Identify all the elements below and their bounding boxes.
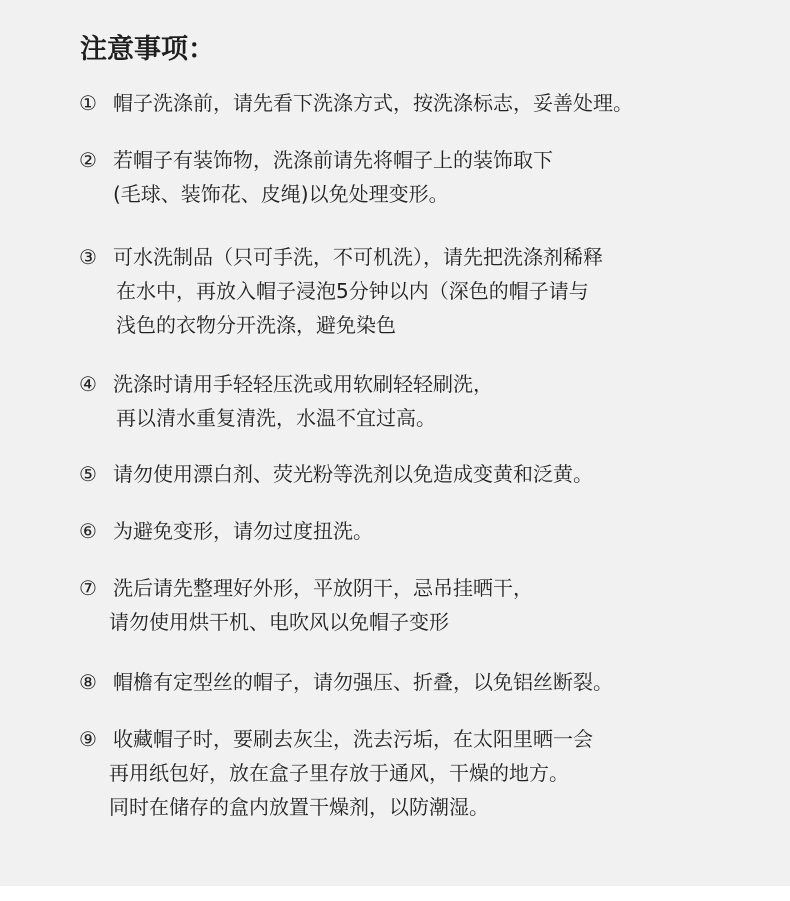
- item-text: 帽檐有定型丝的帽子，请勿强压、折叠，以免铝丝断裂。: [113, 670, 613, 694]
- item-text: 为避免变形，请勿过度扭洗。: [113, 519, 373, 543]
- item-text: 可水洗制品（只可手洗，不可机洗），请先把洗涤剂稀释: [113, 245, 603, 269]
- item-text: 洗涤时请用手轻轻压洗或用软刷轻轻刷洗，: [113, 372, 493, 396]
- list-item: [79, 143, 553, 211]
- item-text: 收藏帽子时，要刷去灰尘，洗去污垢，在太阳里晒一会: [113, 727, 593, 751]
- item-number: ②: [79, 148, 97, 172]
- item-number: ③: [79, 245, 97, 269]
- item-number: ⑦: [79, 576, 97, 600]
- list-item: [79, 665, 613, 699]
- bottom-margin: [0, 886, 790, 901]
- item-number: ⑧: [79, 670, 97, 694]
- item-text: 请勿使用烘干机、电吹风以免帽子变形: [109, 610, 449, 634]
- list-item: [79, 240, 603, 342]
- item-text: 若帽子有装饰物，洗涤前请先将帽子上的装饰取下: [113, 148, 553, 172]
- item-number: ④: [79, 372, 97, 396]
- list-item: [79, 571, 533, 639]
- item-text: (毛球、装饰花、皮绳)以免处理变形。: [113, 182, 449, 206]
- page-title: 注意事项：: [80, 34, 215, 65]
- item-number: ⑤: [79, 462, 97, 486]
- list-item: [79, 722, 593, 824]
- item-number: ⑨: [79, 727, 97, 751]
- item-text: 浅色的衣物分开洗涤，避免染色: [116, 313, 396, 337]
- list-item: [79, 514, 373, 548]
- item-text: 洗后请先整理好外形，平放阴干，忌吊挂晒干，: [113, 576, 533, 600]
- item-text: 请勿使用漂白剂、荧光粉等洗剂以免造成变黄和泛黄。: [113, 462, 593, 486]
- item-text: 同时在储存的盒内放置干燥剂，以防潮湿。: [109, 795, 489, 819]
- item-text: 在水中，再放入帽子浸泡5分钟以内（深色的帽子请与: [116, 279, 589, 303]
- list-item: [79, 86, 633, 120]
- item-number: ①: [79, 91, 97, 115]
- item-number: ⑥: [79, 519, 97, 543]
- item-text: 帽子洗涤前，请先看下洗涤方式，按洗涤标志，妥善处理。: [113, 91, 633, 115]
- list-item: [79, 367, 493, 435]
- list-item: [79, 457, 593, 491]
- item-text: 再用纸包好，放在盒子里存放于通风，干燥的地方。: [109, 761, 569, 785]
- item-text: 再以清水重复清洗，水温不宜过高。: [116, 406, 436, 430]
